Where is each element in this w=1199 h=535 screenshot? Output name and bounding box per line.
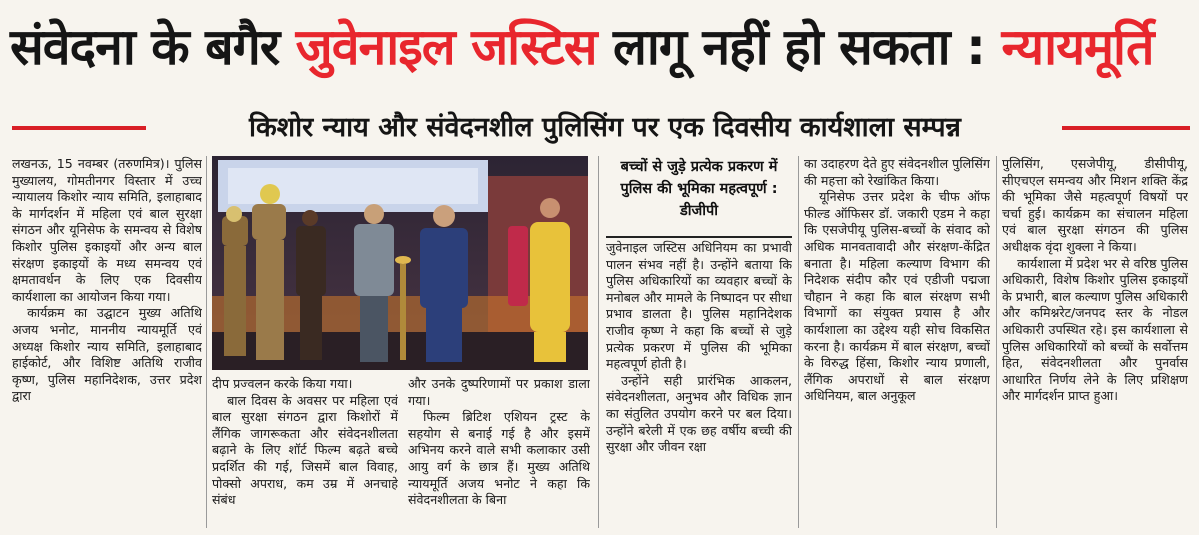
col4-paragraph-1: जुवेनाइल जस्टिस अधिनियम का प्रभावी पालन संभव नहीं है। उन्होंने बताया कि पुलिस अधिकारियों का व्यवहार बच्चों के मनोबल और मामले के निष्पादन पर सीधा प्रभाव डालता है। पुलिस महानिदेशक राजीव कृष्ण ने कहा कि बच्चों से जुड़े प्रत्येक प्रकरण में पुलिस की भूमिका महत्वपूर्ण होती है।	[606, 240, 792, 372]
col5-paragraph-1: का उदाहरण देते हुए संवेदनशील पुलिसिंग की महत्ता को रेखांकित किया।	[804, 156, 990, 188]
headline-part-3: लागू नहीं हो सकता :	[596, 18, 1002, 76]
column-1	[12, 156, 202, 528]
column-3	[408, 376, 590, 528]
column-6	[1002, 156, 1188, 528]
sub-heading-dgp: बच्चों से जुड़े प्रत्येक प्रकरण में पुलिस की भूमिका महत्वपूर्ण : डीजीपी	[620, 159, 778, 219]
column-divider-3	[798, 156, 799, 528]
headline-part-2: जुवेनाइल जस्टिस	[295, 18, 597, 76]
col1-paragraph-1: लखनऊ, 15 नवम्बर (तरुणमित्र)। पुलिस मुख्यालय, गोमतीनगर विस्तार में उच्च न्यायालय किशोर न्याय समिति, इलाहाबाद के मार्गदर्शन में महिला एवं बाल सुरक्षा संगठन और यूनिसेफ के समन्वय से विशेष किशोर पुलिस इकाइयों और अन्य बाल संरक्षण इकाइयों के मध्य समन्वय एवं क्षमतावर्धन के लिए एक दिवसीय कार्यशाला का आयोजन किया गया।	[12, 156, 202, 304]
col6-paragraph-1: पुलिसिंग, एसजेपीयू, डीसीपीयू, सीएचएल समन्वय और मिशन शक्ति केंद्र की भूमिका जैसे महत्वपूर्ण विषयों पर चर्चा हुई। कार्यक्रम का संचालन महिला एवं बाल सुरक्षा संगठन की पुलिस अधीक्षक वृंदा शुक्ला ने किया।	[1002, 156, 1188, 254]
headline	[10, 6, 1190, 88]
column-divider-1	[206, 156, 207, 528]
subhead-rule-left	[12, 126, 146, 130]
column-5	[804, 156, 990, 528]
lamp-lighting-ceremony-image	[212, 156, 588, 370]
column-divider-2	[598, 156, 599, 528]
col3-paragraph-2: फिल्म ब्रिटिश एशियन ट्रस्ट के सहयोग से बनाई गई है और इसमें अभिनय करने वाले सभी कलाकार उसी आयु वर्ग के छात्र हैं। मुख्य अतिथि न्यायमूर्ति अजय भनोट ने कहा कि संवेदनशीलता के बिना	[408, 409, 590, 508]
event-photo	[212, 156, 588, 370]
headline-part-4: न्यायमूर्ति	[1001, 18, 1154, 76]
subhead-rule-right	[1062, 126, 1190, 130]
col2-paragraph-2: बाल दिवस के अवसर पर महिला एवं बाल सुरक्षा संगठन द्वारा किशोरों में लैंगिक जागरूकता और संवेदनशीलता बढ़ाने के लिए शॉर्ट फिल्म बढ़ते बच्चे प्रदर्शित की गई, जिसमें बाल विवाह, पोक्सो अपराध, कम उम्र में अनचाहे संबंध	[212, 392, 398, 508]
col4-paragraph-2: उन्होंने सही प्रारंभिक आकलन, संवेदनशीलता, अनुभव और विधिक ज्ञान का संतुलित उपयोग करने पर बल दिया। उन्होंने बरेली में एक छह वर्षीय बच्ची की सुरक्षा और जीवन रक्षा	[606, 372, 792, 455]
col5-paragraph-2: यूनिसेफ उत्तर प्रदेश के चीफ ऑफ फील्ड ऑफिसर डॉ. जकारी एडम ने कहा कि एसजेपीयू पुलिस-बच्चों के संवाद को अधिक मानवतावादी और संरक्षण-केंद्रित बनाता है। महिला कल्याण विभाग की निदेशक संदीप कौर एवं एडीजी पद्मजा चौहान ने कहा कि बाल संरक्षण सभी विभागों का संयुक्त प्रयास है और कार्यशाला का उद्देश्य यही सोच विकसित करना है। कार्यक्रम में बाल संरक्षण, बच्चों के विरुद्ध हिंसा, किशोर न्याय प्रणाली, लैंगिक अपराधों से बाल संरक्षण अधिनियम, बाल अनुकूल	[804, 189, 990, 404]
headline-part-1: संवेदना के बगैर	[10, 18, 296, 76]
sub-heading-rule	[606, 236, 792, 238]
subheadline: किशोर न्याय और संवेदनशील पुलिसिंग पर एक दिवसीय कार्यशाला सम्पन्न	[249, 112, 961, 143]
column-divider-4	[996, 156, 997, 528]
col6-paragraph-2: कार्यशाला में प्रदेश भर से वरिष्ठ पुलिस अधिकारी, विशेष किशोर पुलिस इकाइयों के प्रभारी, बाल कल्याण पुलिस अधिकारी और कमिश्नरेट/जनपद स्तर के नोडल अधिकारी उपस्थित रहे। इस कार्यशाला से पुलिस अधिकारियों को बच्चों के सर्वोत्तम हित, संवेदनशीलता और पुनर्वास आधारित निर्णय लेने के लिए प्रशिक्षण और मार्गदर्शन प्राप्त हुआ।	[1002, 255, 1188, 404]
column-2	[212, 376, 398, 528]
col3-paragraph-1: और उनके दुष्परिणामों पर प्रकाश डाला गया।	[408, 376, 590, 408]
column-4	[606, 240, 792, 528]
col2-paragraph-1: दीप प्रज्वलन करके किया गया।	[212, 376, 353, 391]
col1-paragraph-2: कार्यक्रम का उद्घाटन मुख्य अतिथि अजय भनोट, माननीय न्यायमूर्ति एवं अध्यक्ष किशोर न्याय समिति, इलाहाबाद हाईकोर्ट, और विशिष्ट अतिथि राजीव कृष्ण, पुलिस महानिदेशक, उत्तर प्रदेश द्वारा	[12, 305, 202, 404]
